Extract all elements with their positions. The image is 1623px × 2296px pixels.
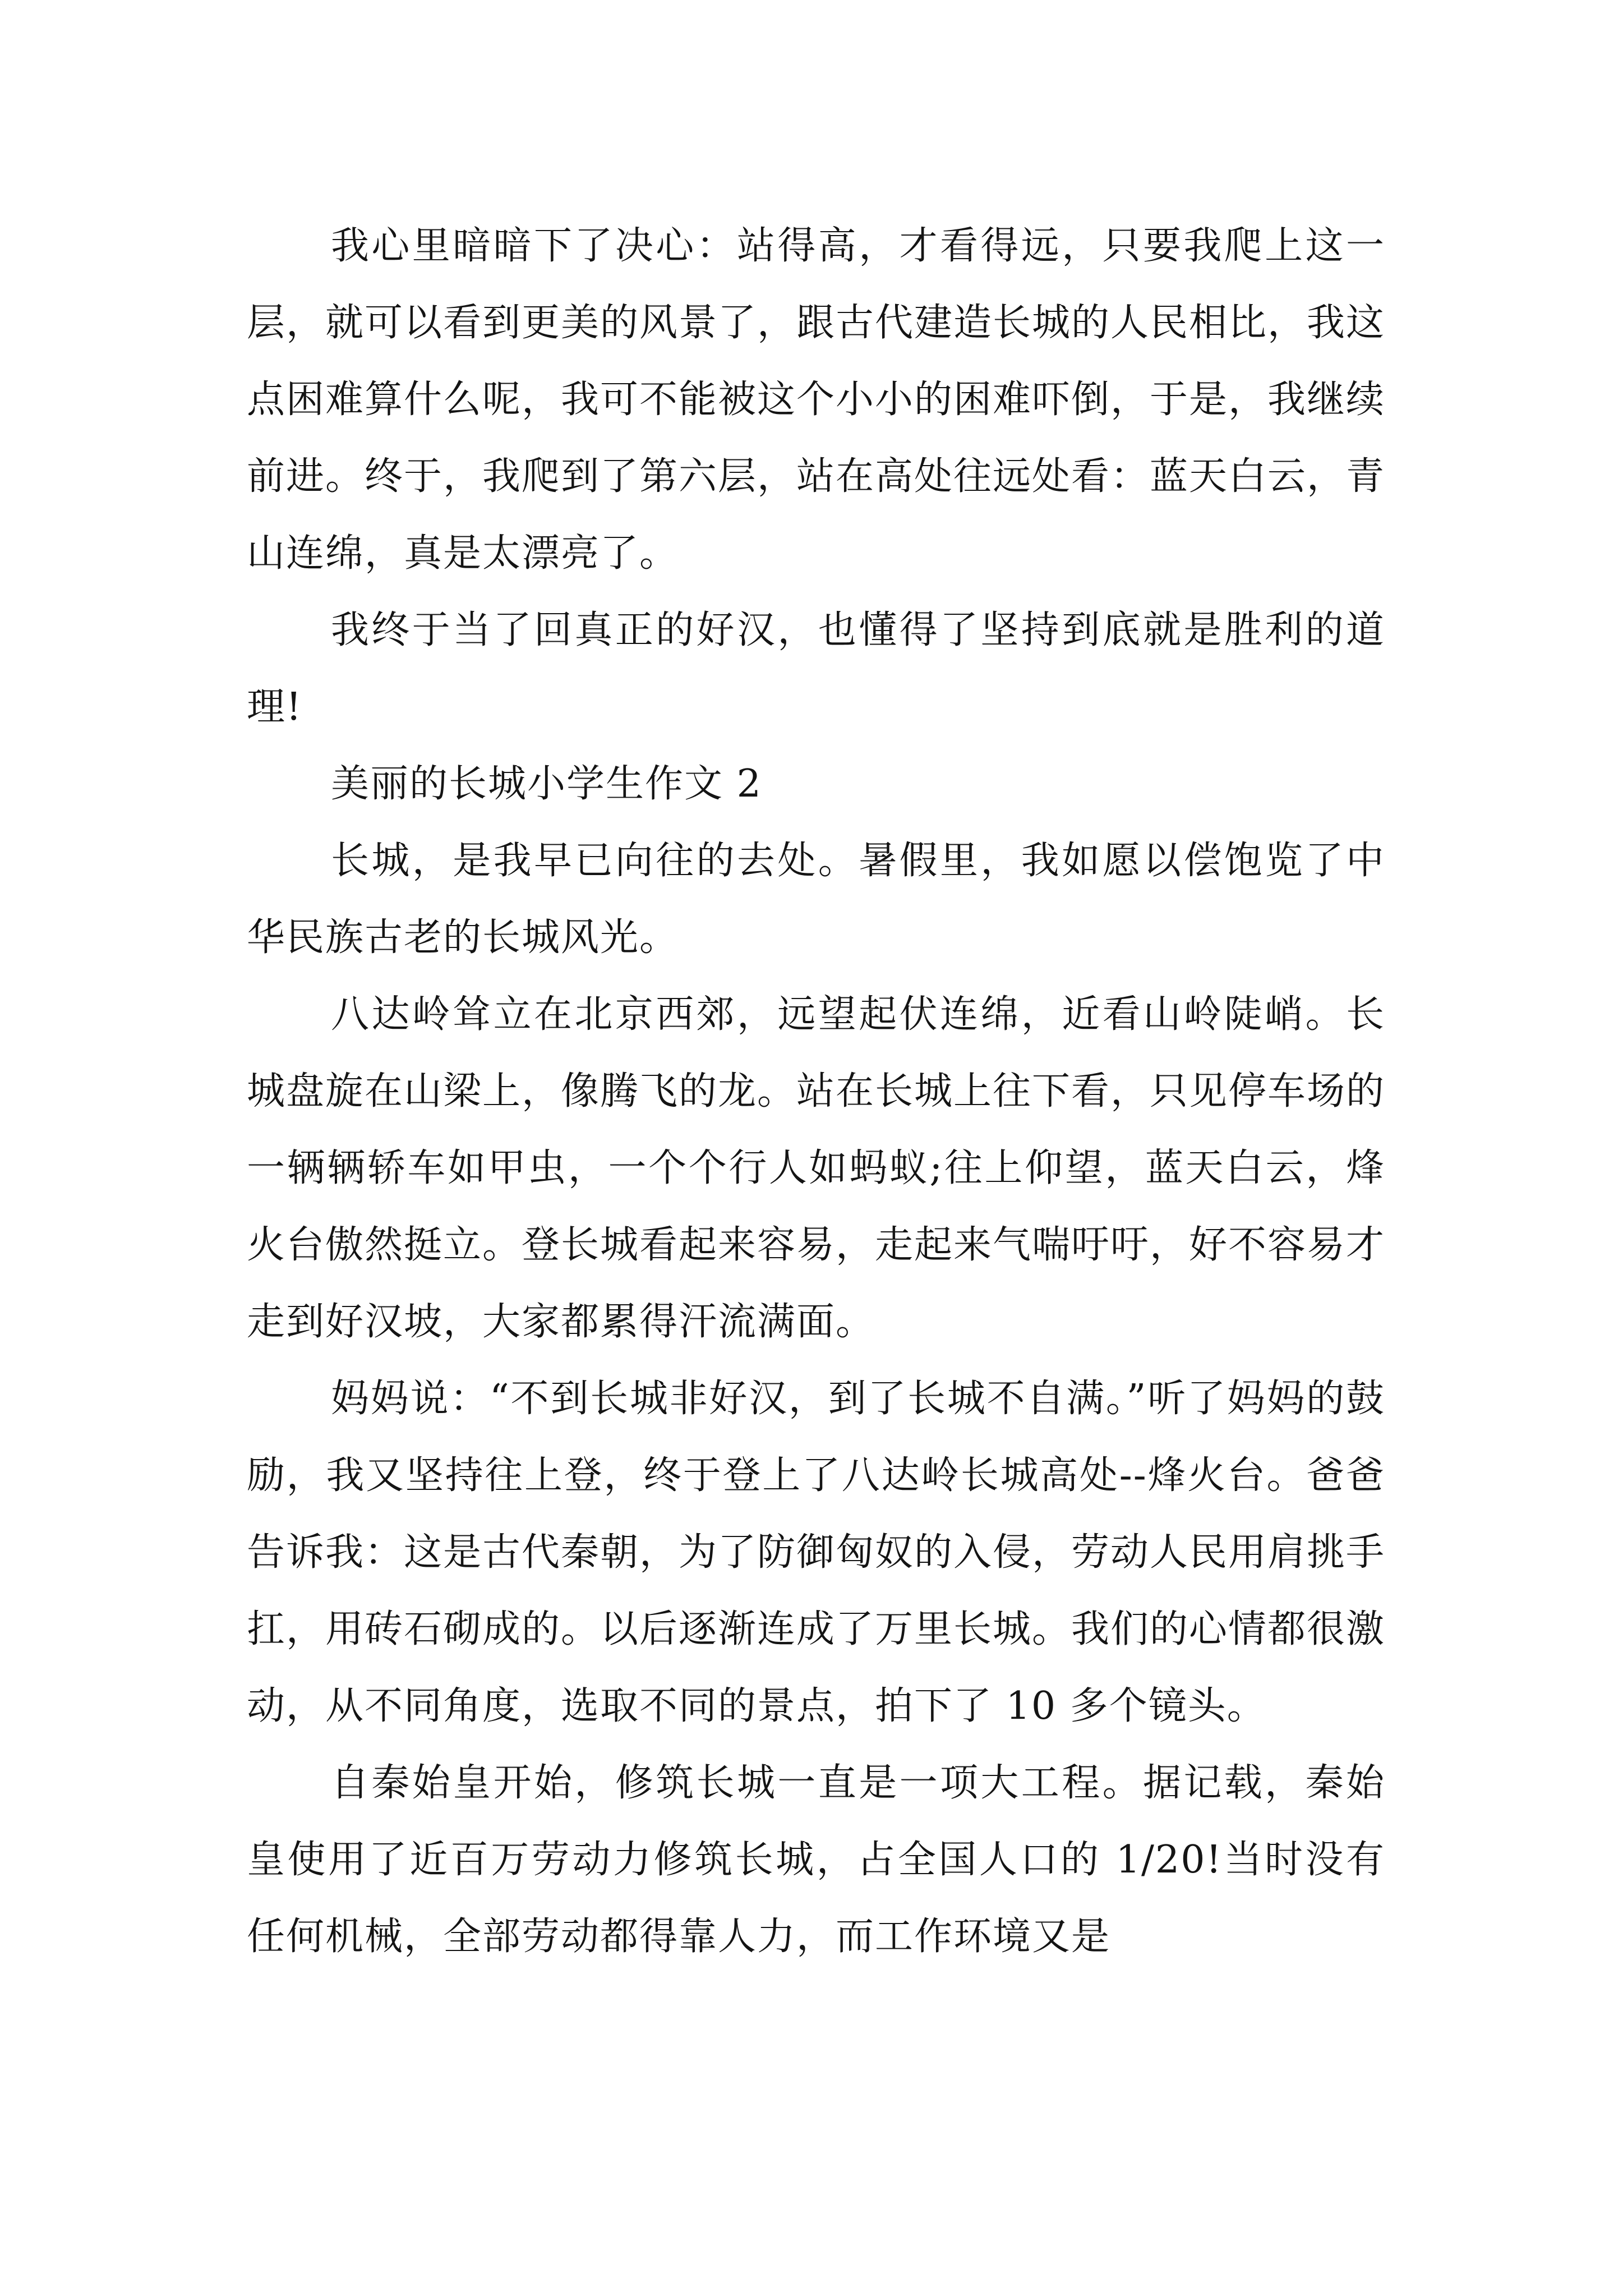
paragraph-6: 自秦始皇开始，修筑长城一直是一项大工程。据记载，秦始皇使用了近百万劳动力修筑长城，占全国人口的 1/20!当时没有任何机械，全部劳动都得靠人力，而工作环境又是 bbox=[247, 1761, 1385, 1959]
paragraph-5: 妈妈说：“不到长城非好汉，到了长城不自满。”听了妈妈的鼓励，我又坚持往上登，终于登上了八达岭长城高处--烽火台。爸爸告诉我：这是古代秦朝，为了防御匈奴的入侵，劳动人民用肩挑手扛，用砖石砌成的。以后逐渐连成了万里长城。我们的心情都很激动，从不同角度，选取不同的景点，拍下了 10 多个镜头。 bbox=[247, 1377, 1386, 1728]
paragraph-2: 我终于当了回真正的好汉，也懂得了坚持到底就是胜利的道理! bbox=[247, 608, 1385, 729]
paragraph-3: 长城，是我早已向往的去处。暑假里，我如愿以偿饱览了中华民族古老的长城风光。 bbox=[247, 839, 1385, 960]
section-heading: 美丽的长城小学生作文 2 bbox=[331, 762, 762, 806]
paragraph-1: 我心里暗暗下了决心：站得高，才看得远，只要我爬上这一层，就可以看到更美的风景了，跟古代建造长城的人民相比，我这点困难算什么呢，我可不能被这个小小的困难吓倒，于是，我继续前进。终于，我爬到了第六层，站在高处往远处看：蓝天白云，青山连绵，真是太漂亮了。 bbox=[247, 224, 1386, 576]
paragraph-4: 八达岭耸立在北京西郊，远望起伏连绵，近看山岭陡峭。长城盘旋在山梁上，像腾飞的龙。站在长城上往下看，只见停车场的一辆辆轿车如甲虫，一个个行人如蚂蚁;往上仰望，蓝天白云，烽火台傲然挺立。登长城看起来容易，走起来气喘吁吁，好不容易才走到好汉坡，大家都累得汗流满面。 bbox=[247, 992, 1386, 1344]
document-body bbox=[247, 208, 1385, 1975]
